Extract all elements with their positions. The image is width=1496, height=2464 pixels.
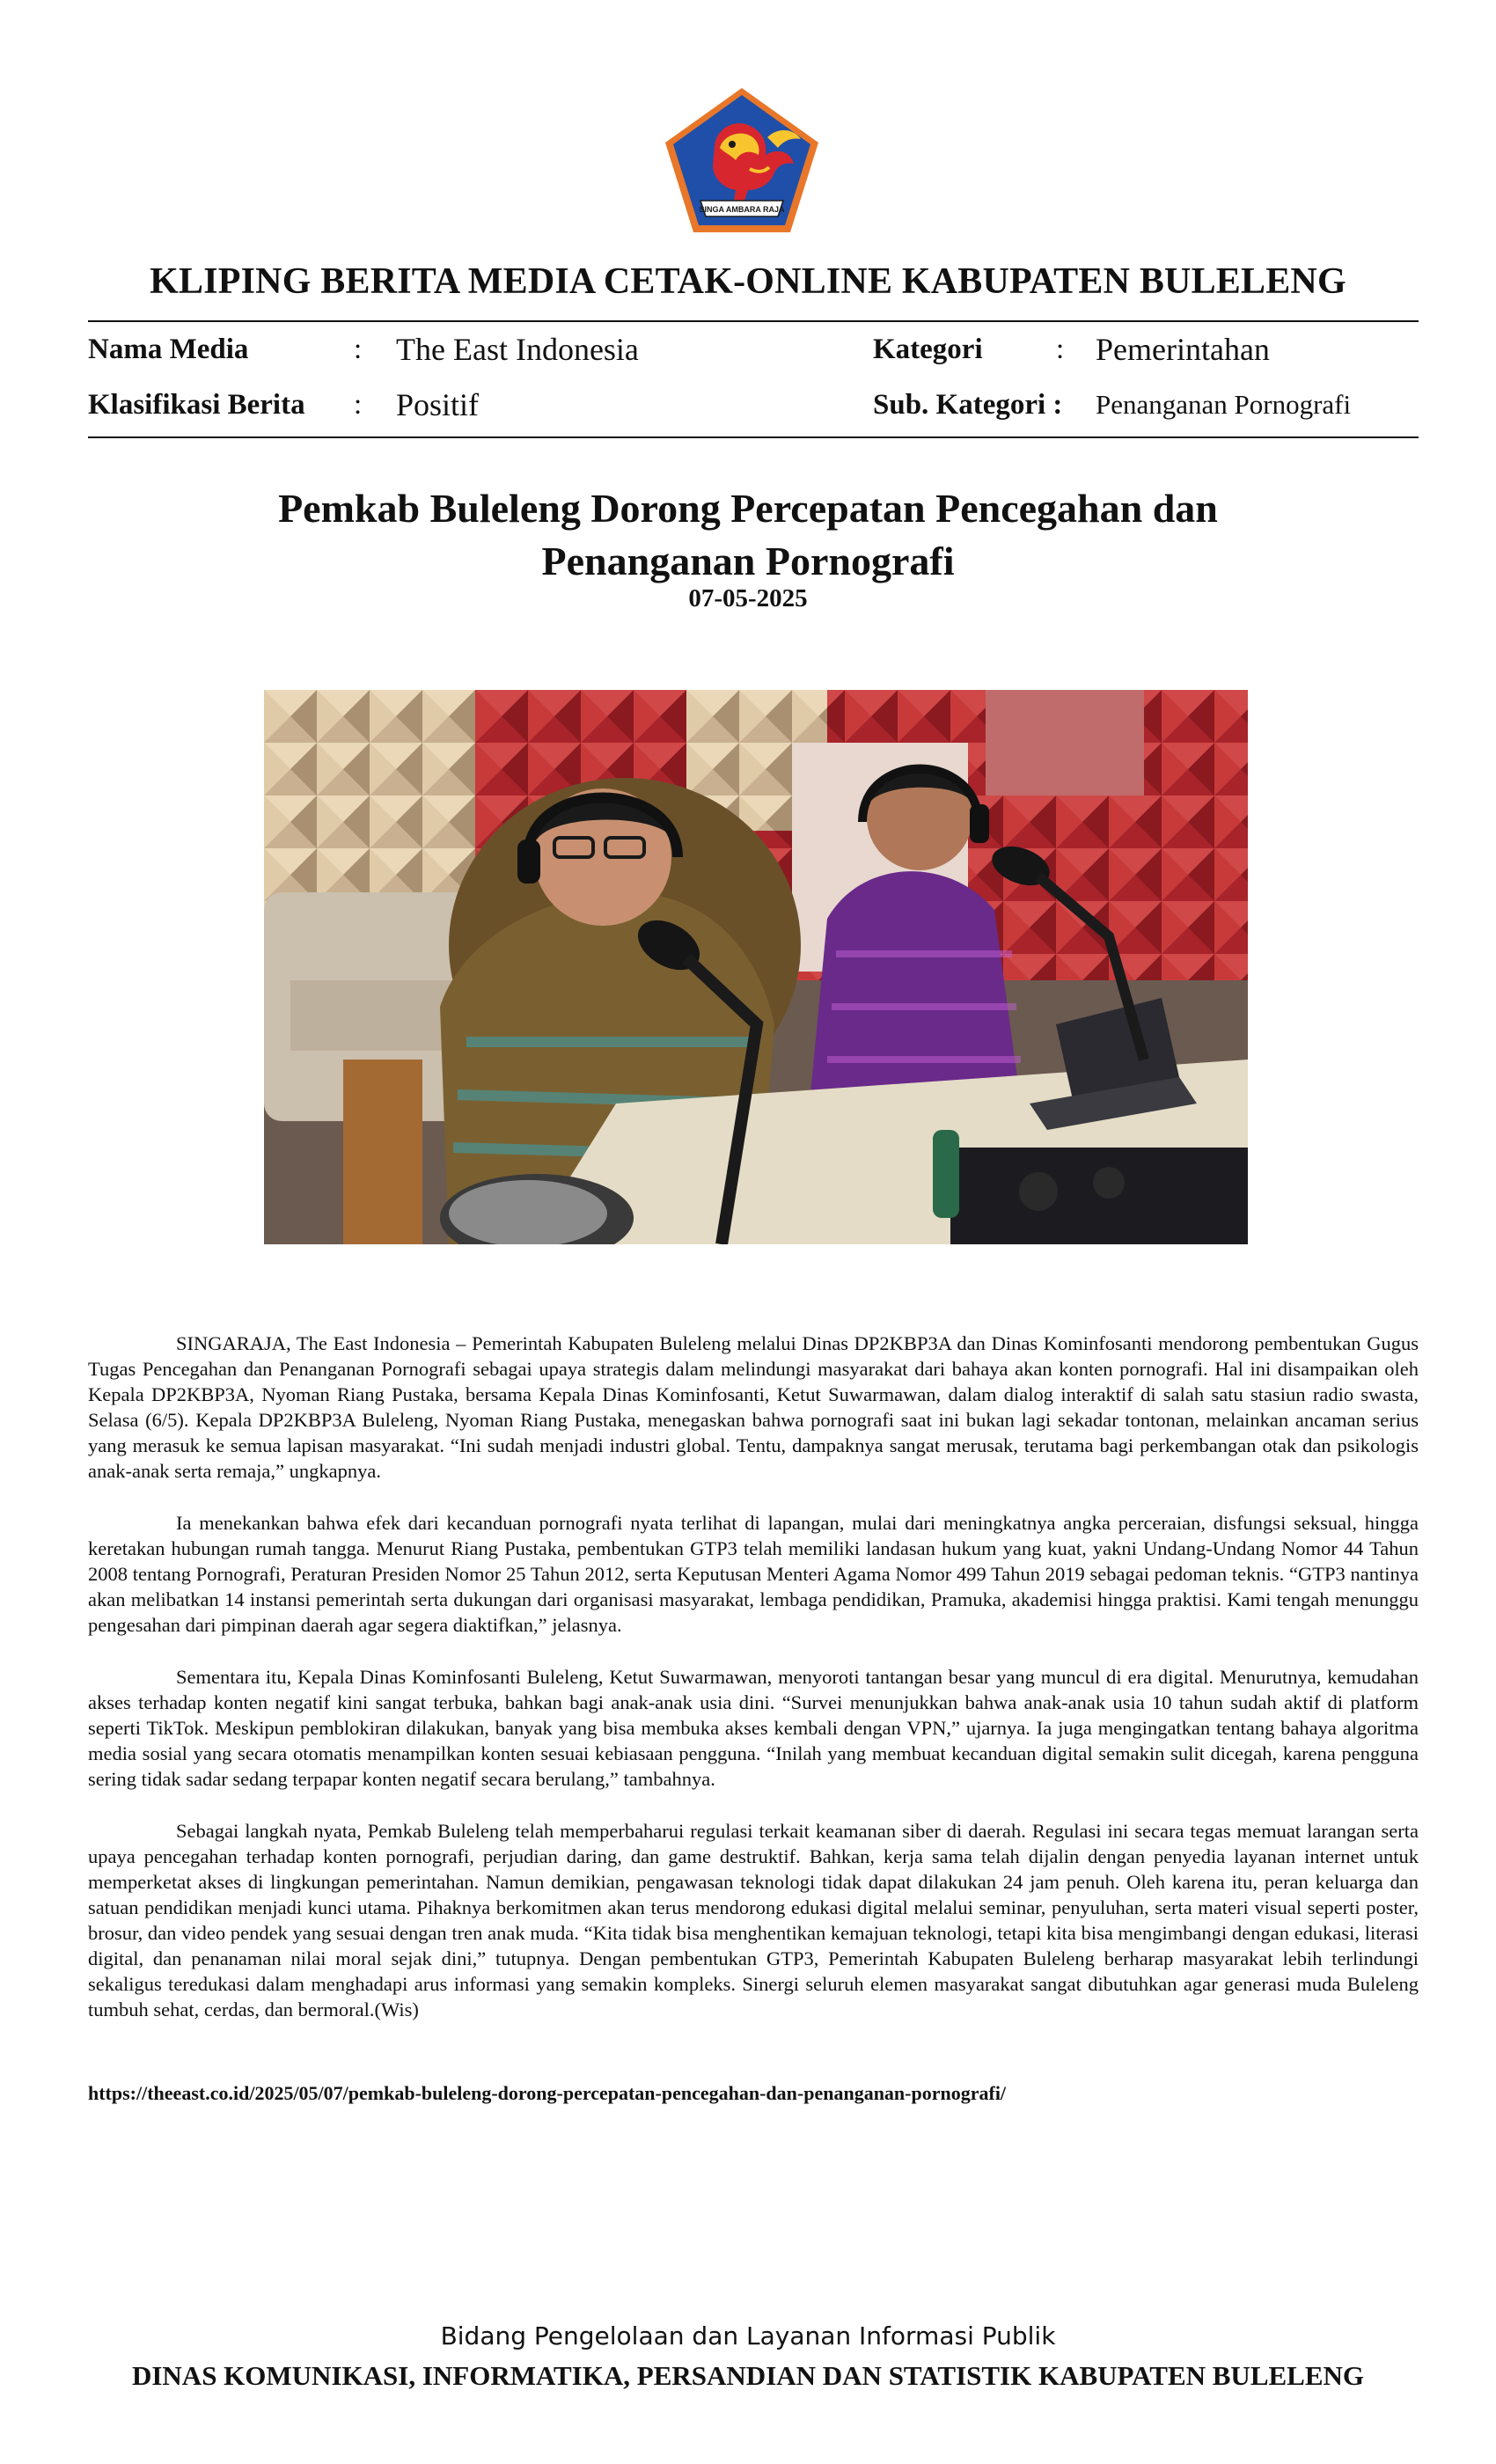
footer-subtitle: Bidang Pengelolaan dan Layanan Informasi Publik — [440, 2321, 1056, 2350]
header-rule-top — [88, 320, 1419, 322]
subcategory-label: Sub. Kategori : — [873, 389, 1063, 421]
article-date: 07-05-2025 — [688, 584, 808, 612]
media-name-value: The East Indonesia — [396, 332, 639, 367]
article-paragraph-2: Ia menekankan bahwa efek dari kecanduan pornografi nyata terlihat di lapangan, mulai dari meningkatnya angka perceraian, disfungsi seksual, hingga keretakan hubungan rumah tangga. Menurut Riang Pustaka, pembentukan GTP3 telah memiliki landasan hukum yang kuat, yakni Undang-Undang Nomor 44 Tahun 2008 tentang Pornografi, Peraturan Presiden Nomor 25 Tahun 2012, serta Keputusan Menteri Agama Nomor 499 Tahun 2019 sebagai pedoman teknis. “GTP3 nantinya akan melibatkan 14 instansi pemerintah serta dukungan dari organisasi masyarakat, lembaga pendidikan, Pramuka, akademisi hingga praktisi. Kami tengah menunggu pengesahan dari pimpinan daerah agar segera diaktifkan,” jelasnya. — [88, 1512, 1419, 1636]
category-label: Kategori — [873, 334, 983, 365]
classification-value: Positif — [396, 387, 480, 422]
media-name-colon: : — [354, 334, 363, 365]
article-title-line2: Penanganan Pornografi — [541, 539, 955, 583]
classification-label: Klasifikasi Berita — [88, 389, 305, 421]
header-rule-bottom — [88, 436, 1419, 438]
category-value: Pemerintahan — [1096, 332, 1270, 367]
emblem-motto: SINGA AMBARA RAJA — [699, 205, 785, 214]
article-paragraph-4: Sebagai langkah nyata, Pemkab Buleleng telah memperbaharui regulasi terkait keamanan siber di daerah. Regulasi ini secara tegas memuat larangan serta upaya pencegahan terhadap konten pornografi, perjudian daring, dan game destruktif. Bahkan, kerja sama telah dijalin dengan penyedia layanan internet untuk memperketat akses di lingkungan pemerintahan. Namun demikian, pengawasan teknologi tidak dapat dilakukan 24 jam penuh. Oleh karena itu, peran keluarga dan satuan pendidikan menjadi kunci utama. Pihaknya berkomitmen akan terus mendorong edukasi digital melalui seminar, penyuluhan, serta materi visual seperti poster, brosur, dan video pendek yang sesuai dengan tren anak muda. “Kita tidak bisa menghentikan kemajuan teknologi, tetapi kita bisa mengimbangi dengan edukasi, literasi digital, dan penanaman nilai moral sejak dini,” tutupnya. Dengan pembentukan GTP3, Pemerintah Kabupaten Buleleng berharap masyarakat lebih terlindungi sekaligus teredukasi dalam menghadapi arus informasi yang semakin kompleks. Sinergi seluruh elemen masyarakat sangat dibutuhkan agar generasi muda Buleleng tumbuh sehat, cerdas, dan bermoral.(Wis) — [88, 1820, 1419, 2020]
regency-emblem-icon — [662, 84, 822, 236]
subcategory-value: Penanganan Pornografi — [1096, 389, 1352, 420]
article-title — [176, 482, 1320, 588]
document-header-title: KLIPING BERITA MEDIA CETAK-ONLINE KABUPATEN BULELENG — [150, 261, 1346, 302]
footer-title: DINAS KOMUNIKASI, INFORMATIKA, PERSANDIAN DAN STATISTIK KABUPATEN BULELENG — [131, 2360, 1365, 2391]
article-body — [88, 1331, 1419, 2049]
article-photo — [264, 690, 1248, 1244]
article-paragraph-1: SINGARAJA, The East Indonesia – Pemerintah Kabupaten Buleleng melalui Dinas DP2KBP3A dan Dinas Kominfosanti mendorong pembentukan Gugus Tugas Pencegahan dan Penanganan Pornografi sebagai upaya strategis dalam melindungi masyarakat dari bahaya akan konten pornografi. Hal ini disampaikan oleh Kepala DP2KBP3A, Nyoman Riang Pustaka, bersama Kepala Dinas Kominfosanti, Ketut Suwarmawan, dalam dialog interaktif di salah satu stasiun radio swasta, Selasa (6/5). Kepala DP2KBP3A Buleleng, Nyoman Riang Pustaka, menegaskan bahwa pornografi saat ini bukan lagi sekadar tontonan, melainkan ancaman serius yang merasuk ke semua lapisan masyarakat. “Ini sudah menjadi industri global. Tentu, dampaknya sangat merusak, terutama bagi perkembangan otak dan psikologis anak-anak serta remaja,” ungkapnya. — [88, 1332, 1419, 1482]
category-colon: : — [1056, 334, 1065, 365]
article-title-line1: Pemkab Buleleng Dorong Percepatan Pencegahan dan — [278, 486, 1218, 531]
classification-colon: : — [354, 389, 363, 421]
source-url-link[interactable]: https://theeast.co.id/2025/05/07/pemkab-buleleng-dorong-percepatan-pencegahan-dan-penanganan-pornografi/ — [88, 2082, 1007, 2104]
article-paragraph-3: Sementara itu, Kepala Dinas Kominfosanti Buleleng, Ketut Suwarmawan, menyoroti tantangan besar yang muncul di era digital. Menurutnya, kemudahan akses terhadap konten negatif kini sangat terbuka, bahkan bagi anak-anak usia dini. “Survei menunjukkan bahwa anak-anak usia 10 tahun sudah aktif di platform seperti TikTok. Meskipun pemblokiran dilakukan, banyak yang bisa membuka akses kembali dengan VPN,” ujarnya. Ia juga mengingatkan tentang bahaya algoritma media sosial yang secara otomatis menampilkan konten sesuai kebiasaan pengguna. “Inilah yang membuat kecanduan digital semakin sulit dicegah, karena pengguna sering tidak sadar sedang terpapar konten negatif secara berulang,” tambahnya. — [88, 1666, 1419, 1790]
media-name-label: Nama Media — [88, 334, 249, 365]
